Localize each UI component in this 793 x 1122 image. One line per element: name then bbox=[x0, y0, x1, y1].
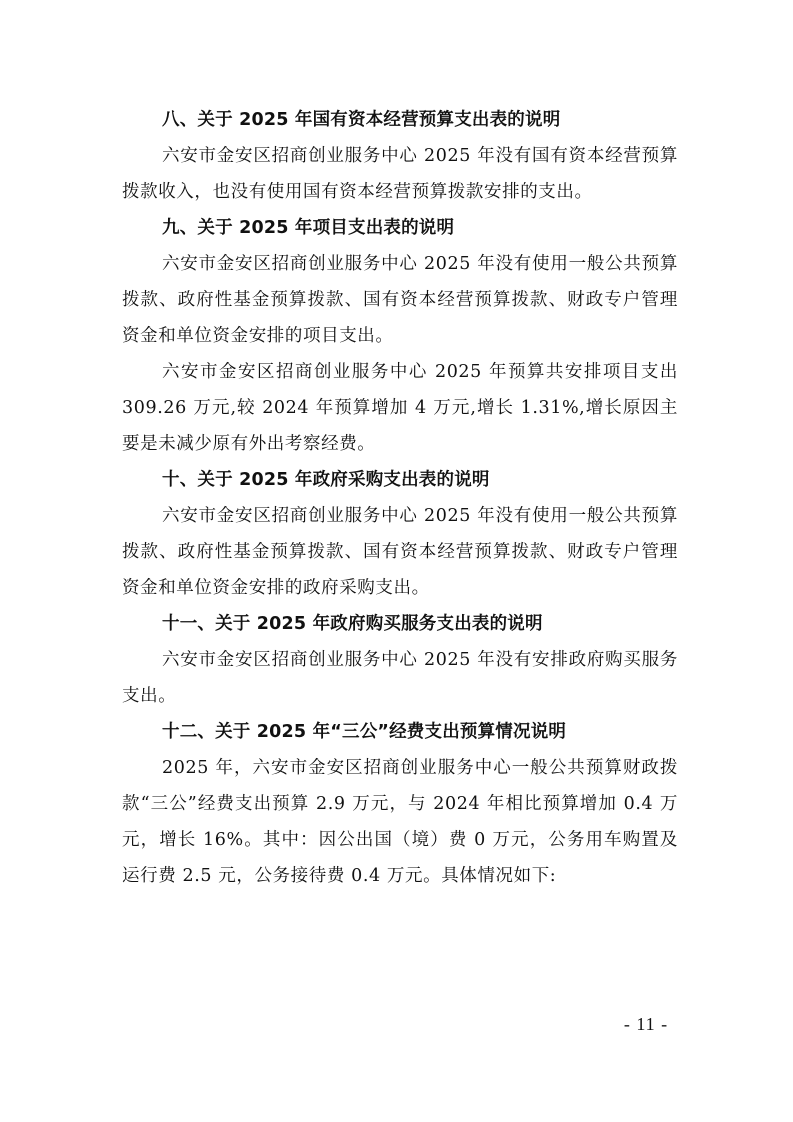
page-number: - 11 - bbox=[623, 1014, 669, 1034]
section-12-paragraph-1: 2025 年，六安市金安区招商创业服务中心一般公共预算财政拨款“三公”经费支出预算 2.9 万元，与 2024 年相比预算增加 0.4 万元，增长 16%。其中：因公出国（境）费 0 万元，公务用车购置及运行费 2.5 元，公务接待费 0.4 万元。具体情况如下: bbox=[122, 758, 678, 886]
section-heading-12: 十二、关于 2025 年“三公”经费支出预算情况说明 bbox=[162, 722, 567, 742]
section-9-paragraph-2: 六安市金安区招商创业服务中心 2025 年预算共安排项目支出 309.26 万元,较 2024 年预算增加 4 万元,增长 1.31%,增长原因主要是未减少原有外出考察经费。 bbox=[122, 362, 678, 454]
section-9-paragraph-1: 六安市金安区招商创业服务中心 2025 年没有使用一般公共预算拨款、政府性基金预算拨款、国有资本经营预算拨款、财政专户管理资金和单位资金安排的项目支出。 bbox=[122, 254, 678, 346]
section-heading-9: 九、关于 2025 年项目支出表的说明 bbox=[162, 218, 455, 238]
section-10-paragraph-1: 六安市金安区招商创业服务中心 2025 年没有使用一般公共预算拨款、政府性基金预算拨款、国有资本经营预算拨款、财政专户管理资金和单位资金安排的政府采购支出。 bbox=[122, 506, 678, 598]
section-8-paragraph-1: 六安市金安区招商创业服务中心 2025 年没有国有资本经营预算拨款收入，也没有使用国有资本经营预算拨款安排的支出。 bbox=[122, 146, 678, 202]
document-body bbox=[122, 102, 678, 894]
section-heading-11: 十一、关于 2025 年政府购买服务支出表的说明 bbox=[162, 614, 543, 634]
section-heading-10: 十、关于 2025 年政府采购支出表的说明 bbox=[162, 470, 490, 490]
section-heading-8: 八、关于 2025 年国有资本经营预算支出表的说明 bbox=[162, 110, 561, 130]
section-11-paragraph-1: 六安市金安区招商创业服务中心 2025 年没有安排政府购买服务支出。 bbox=[122, 650, 678, 706]
